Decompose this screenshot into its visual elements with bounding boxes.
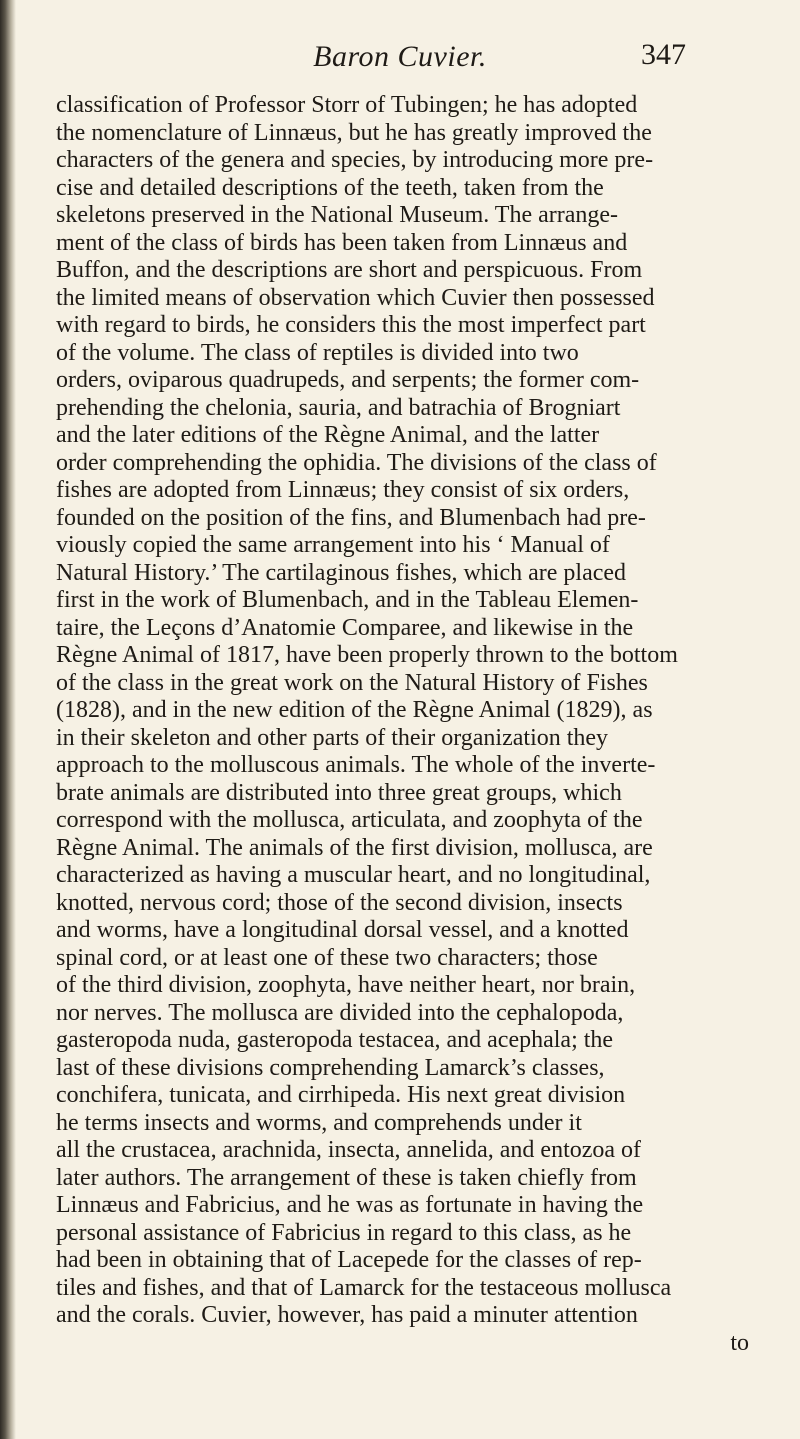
text-line: all the crustacea, arachnida, insecta, annelida, and entozoa of bbox=[56, 1137, 642, 1163]
text-line: of the volume. The class of reptiles is divided into two bbox=[56, 339, 579, 366]
text-line: orders, oviparous quadrupeds, and serpents; the former com- bbox=[56, 367, 640, 393]
text-line: cise and detailed descriptions of the teeth, taken from the bbox=[56, 174, 604, 201]
text-line: personal assistance of Fabricius in regard to this class, as he bbox=[56, 1219, 632, 1246]
text-line: later authors. The arrangement of these is taken chiefly from bbox=[56, 1164, 637, 1191]
text-line: gasteropoda nuda, gasteropoda testacea, and acephala; the bbox=[56, 1027, 614, 1053]
text-line: Buffon, and the descriptions are short and perspicuous. From bbox=[56, 257, 643, 283]
text-line: brate animals are distributed into three great groups, which bbox=[56, 779, 622, 806]
text-line: skeletons preserved in the National Museum. The arrange- bbox=[56, 202, 619, 228]
text-line: in their skeleton and other parts of their organization they bbox=[56, 724, 609, 751]
catchword: to bbox=[730, 1329, 749, 1356]
text-line: (1828), and in the new edition of the Règne Animal (1829), as bbox=[56, 697, 653, 723]
text-line: viously copied the same arrangement into his ‘ Manual of bbox=[56, 532, 610, 558]
text-line: the nomenclature of Linnæus, but he has greatly improved the bbox=[56, 119, 652, 146]
text-line: founded on the position of the fins, and Blumenbach had pre- bbox=[56, 504, 646, 531]
text-line: taire, the Leçons d’Anatomie Comparee, and likewise in the bbox=[56, 614, 634, 641]
text-line: approach to the molluscous animals. The whole of the inverte- bbox=[56, 752, 656, 778]
text-line: Règne Animal. The animals of the first division, mollusca, are bbox=[56, 834, 653, 861]
text-line: and the later editions of the Règne Animal, and the latter bbox=[56, 422, 600, 448]
text-line: characterized as having a muscular heart, and no longitudinal, bbox=[56, 862, 651, 888]
text-line: last of these divisions comprehending Lamarck’s classes, bbox=[56, 1054, 605, 1081]
text-line: tiles and fishes, and that of Lamarck for the testaceous mollusca bbox=[56, 1274, 672, 1301]
text-line: spinal cord, or at least one of these two characters; those bbox=[56, 944, 598, 971]
text-line: characters of the genera and species, by introducing more pre- bbox=[56, 147, 654, 173]
text-line: Règne Animal of 1817, have been properly thrown to the bottom bbox=[56, 642, 678, 668]
text-line: fishes are adopted from Linnæus; they consist of six orders, bbox=[56, 477, 630, 503]
text-line: and worms, have a longitudinal dorsal vessel, and a knotted bbox=[56, 917, 629, 943]
text-line: of the third division, zoophyta, have neither heart, nor brain, bbox=[56, 972, 636, 998]
text-line: nor nerves. The mollusca are divided into the cephalopoda, bbox=[56, 999, 624, 1026]
page-number: 347 bbox=[641, 38, 686, 71]
text-line: correspond with the mollusca, articulata, and zoophyta of the bbox=[56, 807, 643, 833]
text-line: had been in obtaining that of Lacepede for the classes of rep- bbox=[56, 1247, 642, 1273]
text-line: conchifera, tunicata, and cirrhipeda. His next great division bbox=[56, 1082, 626, 1108]
text-line: and the corals. Cuvier, however, has paid a minuter attention bbox=[56, 1302, 638, 1328]
text-line: with regard to birds, he considers this the most imperfect part bbox=[56, 312, 646, 338]
text-line: first in the work of Blumenbach, and in the Tableau Elemen- bbox=[56, 587, 639, 613]
text-line: classification of Professor Storr of Tubingen; he has adopted bbox=[56, 92, 638, 118]
page-header bbox=[0, 38, 800, 78]
text-line: Natural History.’ The cartilaginous fishes, which are placed bbox=[56, 559, 627, 586]
text-line: Linnæus and Fabricius, and he was as fortunate in having the bbox=[56, 1192, 644, 1218]
text-line: the limited means of observation which Cuvier then possessed bbox=[56, 284, 655, 311]
text-line: of the class in the great work on the Natural History of Fishes bbox=[56, 669, 648, 696]
body-text bbox=[56, 92, 749, 1357]
text-line: he terms insects and worms, and comprehends under it bbox=[56, 1109, 582, 1136]
text-line: ment of the class of birds has been taken from Linnæus and bbox=[56, 229, 628, 256]
running-head: Baron Cuvier. bbox=[313, 40, 487, 73]
text-line: order comprehending the ophidia. The divisions of the class of bbox=[56, 449, 657, 476]
text-line: knotted, nervous cord; those of the second division, insects bbox=[56, 889, 623, 916]
text-line: prehending the chelonia, sauria, and batrachia of Brogniart bbox=[56, 394, 621, 421]
